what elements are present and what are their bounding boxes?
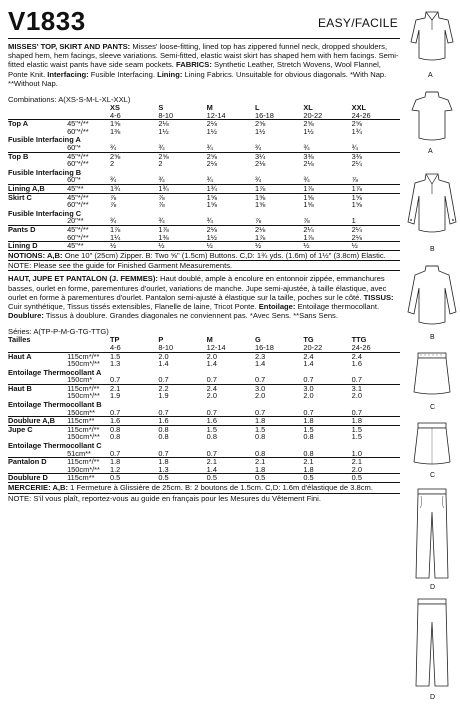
english-description — [8, 42, 400, 88]
fabric-width: 20"** — [67, 216, 84, 226]
size-header: M — [206, 335, 213, 345]
yardage-cell: ⅞ — [110, 200, 117, 210]
size-range: 4-6 — [110, 110, 121, 120]
yardage-cell: 2.4 — [303, 352, 351, 360]
yardage-cell: ¾ — [351, 142, 358, 152]
french-description-text: Haut doublé, ample à encolure en entonnoir zippée, emmanchures basses, ourlet en forme, parementures d'ourlet, variations de manche. Jupe semi-ajustée, à taille élastique, avec ourlet en forme à parementures d'ourlet. Pantalon semi-ajusté à élastique sur la taille, poches sur le côté. — [8, 274, 387, 302]
yardage-cell: 1.6 — [158, 417, 206, 426]
fabric-width: 150cm*/** — [67, 464, 100, 474]
yardage-cell: 1¾ — [110, 184, 158, 193]
fabrics-text: Synthetic Leather, Stretch Wovens, Wool Flannel, Ponte Knit. — [8, 60, 381, 79]
size-range: 8-10 — [158, 342, 174, 352]
yardage-cell: 0.7 — [110, 375, 121, 385]
interfacing-label: Interfacing: — [47, 69, 89, 79]
yardage-cell: ¾ — [158, 142, 165, 152]
yardage-cell: 1⅞ — [303, 184, 351, 193]
row-label: Top A — [8, 120, 67, 128]
yardage-cell: ½ — [110, 242, 158, 250]
yardage-cell: 2.3 — [255, 352, 303, 360]
yardage-cell: 0.7 — [351, 375, 362, 385]
yardage-cell: 2 — [158, 159, 163, 169]
yardage-cell: 0.5 — [110, 474, 158, 482]
yardage-cell: 1.9 — [158, 391, 169, 401]
yardage-cell: 2.4 — [352, 352, 400, 360]
fabric-width: 45"** — [67, 242, 110, 250]
figure-label-a-front: A — [428, 72, 433, 79]
yardage-cell: 0.7 — [206, 448, 217, 458]
yardage-cell: 2⅛ — [351, 232, 362, 242]
yardage-cell: 0.8 — [303, 448, 314, 458]
yardage-cell: 2.1 — [303, 458, 351, 466]
yardage-cell: 2.1 — [110, 384, 158, 392]
french-combinations: Séries: A(TP-P-M-G-TG-TTG) — [8, 327, 109, 337]
figure-label-d-front: D — [430, 584, 436, 591]
yardage-cell: ¾ — [110, 142, 117, 152]
skirt-c-back-illustration — [410, 420, 454, 470]
yardage-cell: ½ — [303, 242, 351, 250]
size-header: S — [158, 103, 164, 113]
size-range: 12-14 — [206, 342, 226, 352]
yardage-cell: 0.8 — [303, 432, 314, 442]
doublure-label: Doublure: — [8, 311, 44, 321]
yardage-cell: 2¼ — [351, 159, 362, 169]
fabric-width: 115cm*/** — [67, 458, 110, 466]
size-header-label — [8, 104, 67, 112]
size-range: 16-18 — [255, 342, 274, 352]
yardage-cell: 0.7 — [206, 375, 217, 385]
size-range: 24-26 — [351, 342, 371, 352]
fabric-width: 45"*/** — [67, 152, 110, 160]
yardage-cell: 0.7 — [110, 448, 121, 458]
header-spacer — [67, 104, 110, 112]
yardage-cell: 2⅛ — [207, 120, 255, 128]
section-subheading: Entoilage Thermocollant A — [8, 367, 102, 377]
yardage-cell: 1.5 — [207, 425, 255, 433]
yardage-cell: ⅞ — [303, 216, 310, 226]
yardage-cell: 1⅝ — [351, 200, 362, 210]
table-row — [8, 160, 400, 168]
fabric-width: 115cm** — [67, 417, 110, 426]
size-header: XS — [110, 103, 120, 113]
yardage-cell: ⅞ — [255, 216, 262, 226]
size-header: P — [158, 335, 164, 345]
yardage-cell: 1.3 — [158, 464, 169, 474]
yardage-cell: 2⅝ — [158, 152, 206, 160]
yardage-cell: 1¼ — [110, 232, 121, 242]
yardage-cell: 1⅝ — [303, 193, 351, 201]
row-label — [8, 144, 67, 152]
yardage-cell: 0.5 — [303, 474, 351, 482]
yardage-cell: 0.7 — [255, 407, 266, 417]
yardage-cell: 1⅞ — [158, 225, 206, 233]
yardage-cell: 0.8 — [158, 425, 206, 433]
yardage-cell: 0.7 — [255, 375, 266, 385]
fabric-width: 150cm*/** — [67, 359, 100, 369]
text-column — [8, 6, 400, 503]
fabric-width: 45"** — [67, 184, 110, 193]
yardage-cell: 2 — [110, 159, 115, 169]
fabrics-label: FABRICS: — [176, 60, 212, 70]
yardage-cell: 0.7 — [110, 407, 121, 417]
header-spacer — [67, 336, 110, 344]
row-label: Doublure D — [8, 474, 67, 482]
yardage-cell: 2.0 — [206, 391, 217, 401]
top-a-front-illustration — [408, 8, 456, 68]
yardage-cell: ½ — [158, 242, 206, 250]
yardage-cell: 1.9 — [110, 391, 121, 401]
fabric-width: 150cm** — [67, 407, 95, 417]
table-row — [8, 360, 400, 368]
section-subheading: Entoilage Thermocollant C — [8, 441, 102, 451]
pants-d-back-illustration — [412, 596, 452, 690]
notions-text: One 10" (25cm) Zipper. B: Two ⅝" (1.5cm) Buttons. C,D: 1¾ yds. (1.6m) of 1½" (3.8cm) Elastic. — [64, 250, 386, 260]
size-header: TG — [303, 335, 314, 345]
yardage-cell: 1½ — [255, 126, 266, 136]
size-range: 4-6 — [110, 342, 121, 352]
yardage-cell: 1.4 — [206, 464, 217, 474]
table-row — [8, 433, 400, 441]
top-b-front-illustration — [406, 170, 458, 242]
yardage-cell: 1⅜ — [110, 126, 121, 136]
yardage-cell: ¾ — [158, 175, 165, 185]
yardage-cell: ⅞ — [158, 193, 206, 201]
yardage-cell: 1¾ — [351, 126, 362, 136]
yardage-cell: 1⅞ — [110, 225, 158, 233]
size-header-label: Tailles — [8, 335, 31, 345]
yardage-cell: 1.8 — [110, 458, 158, 466]
tissus-label: TISSUS: — [363, 292, 394, 302]
yardage-cell: 1.0 — [351, 448, 362, 458]
row-label: Skirt C — [8, 193, 67, 201]
section-subheading: Fusible Interfacing A — [8, 135, 81, 145]
yardage-cell: ⅞ — [158, 200, 165, 210]
fabric-width: 60"* — [67, 142, 81, 152]
fabric-width: 150cm*/** — [67, 391, 100, 401]
french-description — [8, 274, 400, 320]
size-range: 20-22 — [303, 342, 323, 352]
yardage-cell: 1⅝ — [352, 193, 400, 201]
yardage-cell: 1⅝ — [206, 200, 217, 210]
english-description-text: Misses' loose-fitting, lined top has zippered funnel neck, dropped shoulders, shaped hem, hem facings, sleeve variations. Semi-fitted, elastic waist skirt has shaped hem with hem facings. Semi-fitted elastic waist pants have side seam pockets. — [8, 42, 399, 70]
yardage-cell: 0.7 — [206, 407, 217, 417]
yardage-cell: 2.1 — [352, 458, 400, 466]
pants-d-front-illustration — [412, 486, 452, 582]
garment-illustrations — [402, 0, 460, 706]
yardage-cell: 0.5 — [255, 474, 303, 482]
yardage-cell: 0.5 — [158, 474, 206, 482]
yardage-cell: 1.8 — [255, 417, 303, 426]
yardage-cell: 1.6 — [110, 417, 158, 426]
row-label: Top B — [8, 152, 67, 160]
yardage-cell: 2⅛ — [255, 159, 266, 169]
figure-label-c-front: C — [430, 404, 436, 411]
yardage-cell: 1½ — [158, 126, 169, 136]
mercerie-text: 1 Fermeture à Glissière de 25cm. B: 2 boutons de 1.5cm. C,D: 1.6m d'élastique de 3.8cm. — [70, 483, 373, 492]
yardage-cell: 0.5 — [207, 474, 255, 482]
mercerie-label: MERCERIE: A,B: — [8, 483, 69, 492]
yardage-cell: 3.0 — [255, 384, 303, 392]
yardage-cell: ¾ — [158, 216, 165, 226]
yardage-cell: 1½ — [206, 126, 217, 136]
yardage-cell: 1⅞ — [255, 232, 266, 242]
table-row — [8, 392, 400, 400]
english-combinations: Combinations: A(XS-S-M-L-XL-XXL) — [8, 95, 131, 105]
size-header: TTG — [351, 335, 367, 345]
fabric-width: 115cm** — [67, 474, 110, 482]
yardage-cell: 1¾ — [158, 184, 206, 193]
fabric-width: 150cm*/** — [67, 432, 100, 442]
yardage-cell: 1½ — [303, 126, 314, 136]
yardage-cell: 1.4 — [158, 359, 169, 369]
row-label: Pantalon D — [8, 458, 67, 466]
yardage-cell: 1.5 — [352, 425, 400, 433]
row-label: Lining A,B — [8, 184, 67, 193]
yardage-cell: 2.0 — [158, 352, 206, 360]
yardage-cell: 2.0 — [351, 464, 362, 474]
yardage-cell: 0.8 — [255, 432, 266, 442]
yardage-cell: 2.0 — [255, 391, 266, 401]
yardage-cell: 0.8 — [255, 448, 266, 458]
yardage-cell: ¾ — [303, 142, 310, 152]
row-label — [8, 433, 67, 441]
yardage-cell: 2.1 — [255, 458, 303, 466]
yardage-cell: 2.0 — [351, 391, 362, 401]
yardage-cell: 1.8 — [158, 458, 206, 466]
fabric-width: 60"*/** — [67, 159, 89, 169]
yardage-cell: 2.1 — [207, 458, 255, 466]
english-notions — [8, 250, 400, 261]
size-header: TP — [110, 335, 120, 345]
doublure-text: Tissus à doublure. Grandes diagonales ne conviennent pas. *Avec Sens. **Sans Sens. — [45, 311, 338, 321]
yardage-cell: ¾ — [255, 175, 262, 185]
fabric-width: 51cm** — [67, 448, 91, 458]
row-label: Haut B — [8, 384, 67, 392]
size-header: XXL — [351, 103, 367, 113]
yardage-cell: ½ — [255, 242, 303, 250]
yardage-cell: 3⅜ — [352, 152, 400, 160]
yardage-cell: 1⅜ — [158, 232, 169, 242]
top-a-back-illustration — [408, 88, 456, 146]
yardage-cell: ¾ — [255, 142, 262, 152]
french-title: HAUT, JUPE ET PANTALON (J. FEMMES): — [8, 274, 158, 284]
top-b-back-illustration — [406, 262, 458, 332]
yardage-cell: 0.7 — [158, 448, 169, 458]
yardage-cell: 0.8 — [110, 432, 121, 442]
fabric-width: 150cm* — [67, 375, 93, 385]
skirt-c-front-illustration — [410, 350, 454, 400]
yardage-cell: 1.5 — [255, 425, 303, 433]
fabric-width: 60"*/** — [67, 232, 89, 242]
yardage-cell: 1.4 — [206, 359, 217, 369]
yardage-cell: 0.5 — [352, 474, 400, 482]
french-mercerie — [8, 482, 400, 493]
yardage-cell: ¾ — [206, 216, 213, 226]
yardage-cell: 1.5 — [110, 352, 158, 360]
yardage-cell: ¾ — [206, 175, 213, 185]
interfacing-text: Fusible Interfacing. — [90, 69, 155, 79]
row-label — [8, 201, 67, 209]
row-label — [8, 160, 67, 168]
yardage-cell: 1.8 — [255, 464, 266, 474]
fabric-width: 115cm*/** — [67, 425, 110, 433]
french-note: NOTE: S'il vous plaît, reportez-vous au guide en français pour les Mesures du Vêtement Fini. — [8, 493, 400, 503]
yardage-cell: 1¾ — [207, 184, 255, 193]
yardage-cell: 1½ — [206, 232, 217, 242]
english-note: NOTE: Please see the guide for Finished Garment Measurements. — [8, 260, 400, 271]
french-yardage-table — [8, 336, 400, 482]
size-range: 8-10 — [158, 110, 174, 120]
yardage-cell: 2.2 — [158, 384, 206, 392]
header — [8, 6, 400, 39]
yardage-cell: 2⅝ — [255, 120, 303, 128]
yardage-cell: 2⅝ — [352, 120, 400, 128]
table-row — [8, 128, 400, 136]
row-label: Pants D — [8, 225, 67, 233]
yardage-cell: 1.2 — [110, 464, 121, 474]
yardage-cell: 2⅝ — [110, 152, 158, 160]
fabric-width: 45"*/** — [67, 120, 110, 128]
yardage-cell: 1 — [351, 216, 356, 226]
yardage-cell: ¾ — [206, 142, 213, 152]
fabric-width: 115cm*/** — [67, 352, 110, 360]
fabric-width: 115cm*/** — [67, 384, 110, 392]
section-subheading: Fusible Interfacing B — [8, 167, 82, 177]
yardage-cell: 1.5 — [351, 432, 362, 442]
yardage-cell: 2⅛ — [255, 225, 303, 233]
yardage-cell: 1.8 — [303, 464, 314, 474]
yardage-cell: 1⅝ — [255, 193, 303, 201]
fabric-width: 45"*/** — [67, 225, 110, 233]
yardage-cell: 2⅝ — [303, 120, 351, 128]
yardage-cell: ½ — [352, 242, 400, 250]
yardage-cell: 2⅛ — [207, 225, 255, 233]
yardage-cell: ⅞ — [110, 193, 158, 201]
table-row — [8, 184, 400, 193]
row-label — [8, 392, 67, 400]
yardage-cell: 2¼ — [303, 225, 351, 233]
row-label — [8, 360, 67, 368]
table-row — [8, 474, 400, 482]
yardage-cell: 3¼ — [255, 152, 303, 160]
fabric-width: 60"* — [67, 175, 81, 185]
size-header: XL — [303, 103, 313, 113]
yardage-cell: 0.7 — [303, 375, 314, 385]
row-label — [8, 128, 67, 136]
yardage-cell: 1⅞ — [352, 184, 400, 193]
fabric-width: 60"*/** — [67, 200, 89, 210]
yardage-cell: 1⅝ — [303, 200, 314, 210]
yardage-cell: 0.8 — [206, 432, 217, 442]
difficulty-level: EASY/FACILE — [318, 16, 398, 30]
size-range: 20-22 — [303, 110, 323, 120]
yardage-cell: 2.0 — [207, 352, 255, 360]
size-header: L — [255, 103, 260, 113]
size-header: M — [206, 103, 213, 113]
entoilage-text: Entoilage thermocollant. — [297, 301, 380, 311]
yardage-cell: ¾ — [110, 175, 117, 185]
yardage-cell: 1.3 — [110, 359, 121, 369]
yardage-cell: 3.1 — [352, 384, 400, 392]
yardage-cell: 1⅞ — [255, 184, 303, 193]
yardage-cell: 1⅝ — [207, 193, 255, 201]
yardage-cell: ¾ — [110, 216, 117, 226]
yardage-cell: ⅞ — [351, 175, 358, 185]
yardage-cell: 2.4 — [207, 384, 255, 392]
yardage-cell: 2⅛ — [303, 159, 314, 169]
row-label: Haut A — [8, 352, 67, 360]
lining-label: Lining: — [157, 69, 183, 79]
yardage-cell: 3⅜ — [303, 152, 351, 160]
yardage-cell: 1.5 — [303, 425, 351, 433]
yardage-cell: 2⅝ — [207, 152, 255, 160]
lining-text: Lining Fabrics. Unsuitable for obvious diagonals. *With Nap. **Without Nap. — [8, 69, 387, 88]
english-yardage-table — [8, 104, 400, 250]
yardage-cell: 1⅝ — [255, 200, 266, 210]
yardage-cell: 1.8 — [303, 417, 351, 426]
figure-label-b-back: B — [430, 334, 435, 341]
row-label: Lining D — [8, 242, 67, 250]
table-row — [8, 144, 400, 152]
yardage-cell: 0.7 — [158, 375, 169, 385]
yardage-cell: 2.0 — [303, 391, 314, 401]
yardage-cell: 1.6 — [351, 359, 362, 369]
yardage-cell: 1.6 — [207, 417, 255, 426]
figure-label-c-back: C — [430, 472, 436, 479]
yardage-cell: 2⅛ — [158, 120, 206, 128]
yardage-cell: 0.7 — [351, 407, 362, 417]
section-subheading: Entoilage Thermocollant B — [8, 400, 102, 410]
yardage-cell: ¾ — [303, 175, 310, 185]
yardage-cell: 2¼ — [352, 225, 400, 233]
yardage-cell: 2⅛ — [206, 159, 217, 169]
yardage-cell: 0.7 — [303, 407, 314, 417]
table-row — [8, 242, 400, 250]
yardage-cell: 1⅞ — [303, 232, 314, 242]
figure-label-a-back: A — [428, 148, 433, 155]
figure-label-b-front: B — [430, 246, 435, 253]
yardage-cell: 1⅝ — [110, 120, 158, 128]
table-row — [8, 201, 400, 209]
yardage-cell: 1.4 — [255, 359, 266, 369]
notions-label: NOTIONS: A,B: — [8, 250, 63, 260]
row-label: Doublure A,B — [8, 417, 67, 426]
section-subheading: Fusible Interfacing C — [8, 208, 82, 218]
tissus-text: Cuir synthétique, Tissus tissés extensibles, Flanelle de laine, Tricot Ponte. — [8, 301, 257, 311]
yardage-cell: 3.0 — [303, 384, 351, 392]
figure-label-d-back: D — [430, 694, 436, 701]
row-label: Jupe C — [8, 425, 67, 433]
fabric-width: 45"*/** — [67, 193, 110, 201]
entoilage-label: Entoilage: — [258, 301, 296, 311]
yardage-cell: 0.7 — [158, 407, 169, 417]
yardage-cell: 1.4 — [303, 359, 314, 369]
size-range: 12-14 — [206, 110, 226, 120]
yardage-cell: 1.8 — [352, 417, 400, 426]
size-range: 16-18 — [255, 110, 274, 120]
size-range: 24-26 — [351, 110, 371, 120]
pattern-number: V1833 — [8, 6, 86, 36]
size-header: G — [255, 335, 261, 345]
yardage-cell: ½ — [207, 242, 255, 250]
yardage-cell: 0.8 — [110, 425, 158, 433]
fabric-width: 60"*/** — [67, 126, 89, 136]
english-title: MISSES' TOP, SKIRT AND PANTS: — [8, 42, 131, 51]
yardage-cell: 0.8 — [158, 432, 169, 442]
